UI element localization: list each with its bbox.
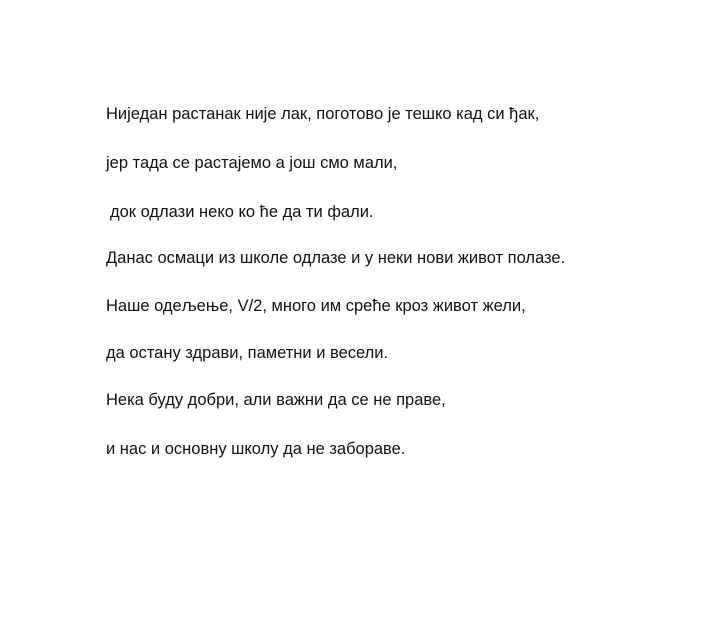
poem-line: Наше одељење, V/2, много им среће кроз живот жели, bbox=[106, 297, 526, 315]
poem-line: јер тада се растајемо а још смо мали, bbox=[106, 154, 398, 172]
poem-line: и нас и основну школу да не забораве. bbox=[106, 440, 406, 458]
poem-line: Данас осмаци из школе одлазе и у неки нови живот полазе. bbox=[106, 249, 566, 267]
poem-line: да остану здрави, паметни и весели. bbox=[106, 344, 389, 362]
poem-line: док одлази неко ко ће да ти фали. bbox=[110, 203, 374, 221]
poem-line: Нека буду добри, али важни да се не праве, bbox=[106, 391, 446, 409]
poem-line: Ниједан растанак није лак, поготово је тешко кад си ђак, bbox=[106, 105, 540, 123]
